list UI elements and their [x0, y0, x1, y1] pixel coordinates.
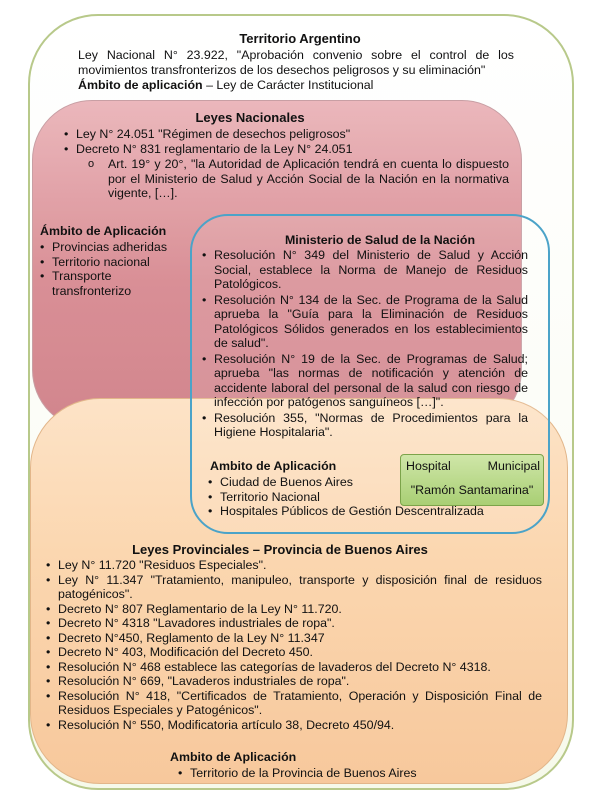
nacionales-title: Leyes Nacionales: [195, 110, 305, 125]
hospital-line1: [406, 459, 540, 474]
list-item: • Resolución N° 134 de la Sec. de Programa de la Salud aprueba la "Guía para la Eliminación de Residuos Patológicos Sólidos generados en los establecimientos de salud".: [202, 293, 528, 351]
list-item: • Resolución 355, "Normas de Procedimientos para la Higiene Hospitalaria".: [202, 411, 528, 440]
provinciales-list: [46, 558, 542, 732]
list-item: • Decreto N° 4318 "Lavadores industriales de ropa".: [46, 616, 542, 631]
nacionales-list: [62, 127, 502, 156]
hospital-name: "Ramón Santamarina": [410, 483, 534, 497]
list-item: • Resolución N° 669, "Lavaderos industriales de ropa".: [46, 674, 542, 689]
nacionales-ambito-title: Ámbito de Aplicación: [40, 224, 167, 238]
list-item: • Ley N° 11.720 "Residuos Especiales".: [46, 558, 542, 573]
list-item: • Decreto N° 831 reglamentario de la Ley N° 24.051: [62, 142, 502, 157]
list-item: • Decreto N° 807 Reglamentario de la Ley N° 11.720.: [46, 602, 542, 617]
list-item: • Resolución N° 19 de la Sec. de Programas de Salud; aprueba "las normas de notificación y atención de accidente laboral del personal de la salud con riesgo de infección por patógenos sanguíneos […]".: [202, 352, 528, 410]
ministerio-list: [202, 248, 528, 440]
nacionales-subitem: o Art. 19° y 20°, "la Autoridad de Aplicación tendrá en cuenta lo dispuesto por el Ministerio de Salud y Acción Social de la Nación en la normativa vigente, […].: [82, 157, 509, 201]
list-item: • Resolución N° 349 del Ministerio de Salud y Acción Social, establece la Norma de Manejo de Residuos Patológicos.: [202, 248, 528, 292]
list-item: • Transporte transfronterizo: [40, 269, 188, 298]
list-item: • Provincias adheridas: [40, 240, 188, 255]
list-item: • Hospitales Públicos de Gestión Descentralizada: [206, 504, 536, 519]
list-item: • Ley N° 24.051 "Régimen de desechos peligrosos": [62, 127, 502, 142]
list-item: • Resolución N° 418, "Certificados de Tratamiento, Operación y Disposición Final de Residuos Especiales y Patogénicos".: [46, 689, 542, 718]
ministerio-title: Ministerio de Salud de la Nación: [284, 233, 476, 247]
ministerio-ambito-title: Ambito de Aplicación: [210, 459, 337, 473]
list-item: • Decreto N° 403, Modificación del Decreto 450.: [46, 645, 542, 660]
list-item: • Territorio nacional: [40, 255, 188, 270]
provinciales-ambito-title: Ambito de Aplicación: [170, 750, 297, 764]
list-item: • Territorio de la Provincia de Buenos Aires: [176, 766, 476, 781]
list-item: • Resolución N° 468 establece las categorías de lavaderos del Decreto N° 4318.: [46, 660, 542, 675]
territorio-ambito-label: Ámbito de aplicación: [78, 78, 203, 92]
territorio-ambito-value: – Ley de Carácter Institucional: [202, 78, 374, 92]
territorio-ambito: [78, 78, 518, 93]
provinciales-ambito-list: [176, 766, 476, 781]
provinciales-title: Leyes Provinciales – Provincia de Buenos Aires: [132, 542, 428, 557]
territorio-title: Territorio Argentino: [239, 31, 361, 46]
municipal-word: Municipal: [487, 459, 540, 473]
territorio-ley: Ley Nacional N° 23.922, "Aprobación convenio sobre el control de los movimientos transfronterizos de los desechos peligrosos y su eliminación": [78, 48, 514, 77]
list-item: • Decreto N°450, Reglamento de la Ley N° 11.347: [46, 631, 542, 646]
hospital-word: Hospital: [406, 459, 451, 473]
list-item: • Ciudad de Buenos Aires: [206, 475, 536, 490]
list-item: • Resolución N° 550, Modificatoria artículo 38, Decreto 450/94.: [46, 718, 542, 733]
nacionales-ambito-list: [40, 240, 188, 298]
list-item: • Territorio Nacional: [206, 490, 536, 505]
list-item: • Ley N° 11.347 "Tratamiento, manipuleo, transporte y disposición final de residuos patogénicos".: [46, 573, 542, 602]
